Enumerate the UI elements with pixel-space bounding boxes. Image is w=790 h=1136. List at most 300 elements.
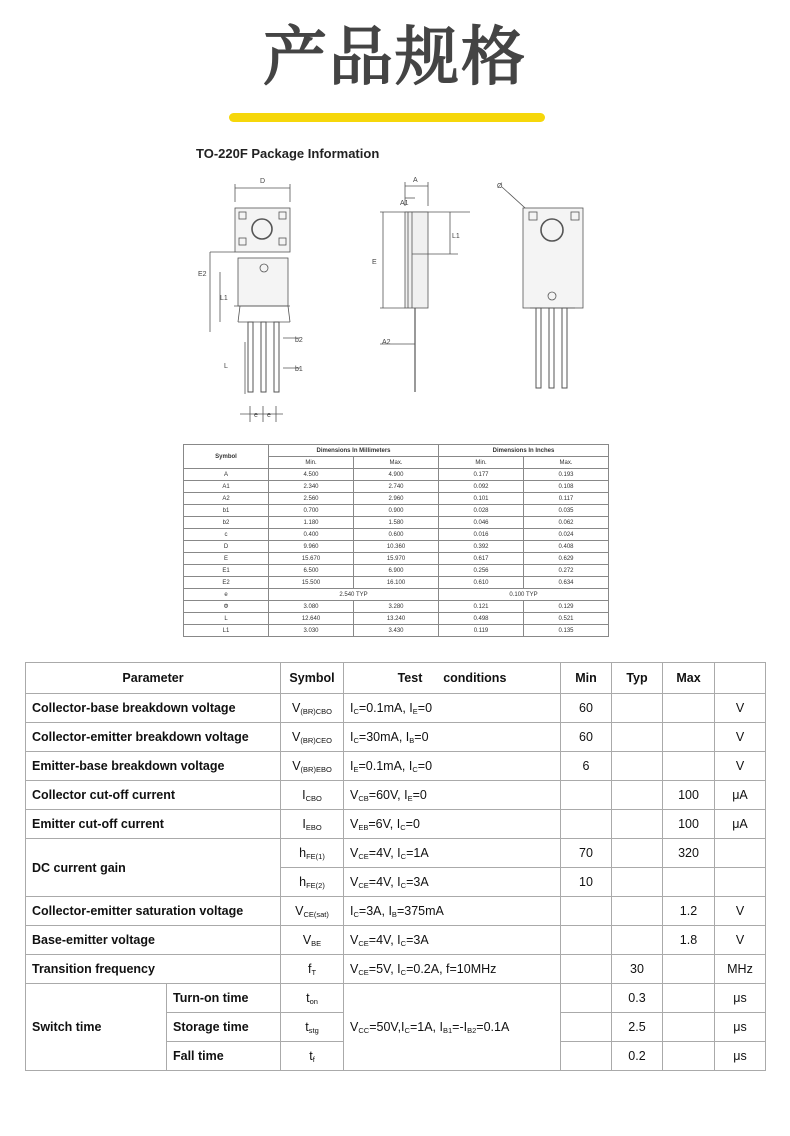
- dim-row: [184, 601, 609, 613]
- value-unit: MHz: [727, 962, 753, 976]
- cond-sub: CE: [358, 938, 369, 948]
- cond-text: V: [350, 845, 359, 860]
- dim-cell: 3.430: [354, 625, 439, 637]
- dim-cell: e: [184, 589, 269, 601]
- title-underline: [229, 113, 545, 122]
- cond-text: I: [350, 729, 354, 744]
- symbol-text: I: [302, 816, 306, 831]
- dim-row: [184, 625, 609, 637]
- spec-cell: [561, 810, 612, 839]
- spec-cell: [344, 839, 561, 868]
- dim-header-max: Max.: [354, 457, 439, 469]
- spec-cell: [561, 1042, 612, 1071]
- dim-cell: 10.360: [354, 541, 439, 553]
- label-A1: A1: [400, 200, 409, 207]
- dim-cell: 16.100: [354, 577, 439, 589]
- cond-text: =0: [405, 816, 420, 831]
- dim-cell: 15.670: [269, 553, 354, 565]
- dim-row: [184, 469, 609, 481]
- cond-text: =30mA, I: [358, 729, 410, 744]
- spec-cell: [612, 723, 663, 752]
- rear-view: [502, 187, 583, 388]
- symbol-text: V: [302, 932, 312, 947]
- dim-cell: 0.101: [439, 493, 524, 505]
- cond-text: I: [350, 700, 354, 715]
- spec-cell: [561, 752, 612, 781]
- parameter-label: Switch time: [32, 1020, 102, 1034]
- spec-row: [26, 781, 766, 810]
- symbol-text: V: [291, 700, 301, 715]
- dim-cell: 0.119: [439, 625, 524, 637]
- cond-text: =3A: [406, 932, 429, 947]
- spec-cell: [715, 926, 766, 955]
- dim-cell: 0.634: [524, 577, 609, 589]
- spec-cell: [612, 810, 663, 839]
- cond-text: =50V,I: [369, 1019, 405, 1034]
- dim-cell: Φ: [184, 601, 269, 613]
- spec-cell: [561, 926, 612, 955]
- dim-cell: A: [184, 469, 269, 481]
- parameter-label: Collector-base breakdown voltage: [32, 701, 236, 715]
- cond-sub: C: [353, 706, 359, 716]
- spec-row: [26, 926, 766, 955]
- dim-cell: L: [184, 613, 269, 625]
- cond-sub: C: [353, 735, 359, 745]
- dim-cell: 0.100 TYP: [439, 589, 609, 601]
- dim-row: [184, 589, 609, 601]
- dim-header-min: Min.: [439, 457, 524, 469]
- label-L: L: [224, 363, 228, 370]
- spec-cell: [26, 839, 281, 897]
- spec-cell: [344, 868, 561, 897]
- spec-cell: [26, 694, 281, 723]
- spec-cell: [663, 868, 715, 897]
- symbol-sub: EBO: [305, 822, 322, 832]
- spec-cell: [663, 984, 715, 1013]
- dim-cell: 2.560: [269, 493, 354, 505]
- cond-sub: C: [400, 851, 407, 861]
- spec-table: [25, 662, 766, 1071]
- dim-row: [184, 517, 609, 529]
- spec-cell: [715, 723, 766, 752]
- cond-text: =4V, I: [368, 932, 401, 947]
- dim-cell: 0.610: [439, 577, 524, 589]
- dim-cell: 0.024: [524, 529, 609, 541]
- dim-cell: 0.177: [439, 469, 524, 481]
- spec-cell: [612, 752, 663, 781]
- dim-cell: 4.900: [354, 469, 439, 481]
- dim-cell: 0.121: [439, 601, 524, 613]
- spec-row: [26, 723, 766, 752]
- cond-text: =0.1mA, I: [358, 700, 413, 715]
- value-max: 100: [678, 817, 699, 831]
- value-min: 6: [582, 759, 590, 773]
- cond-sub: C: [404, 1025, 410, 1035]
- spec-cell: [281, 1013, 344, 1042]
- spec-cell: [281, 926, 344, 955]
- dim-cell: E1: [184, 565, 269, 577]
- dim-cell: 13.240: [354, 613, 439, 625]
- cond-text: =3A, I: [358, 903, 392, 918]
- dim-cell: 2.540 TYP: [269, 589, 439, 601]
- label-L1: L1: [220, 295, 228, 302]
- spec-cell: [715, 1013, 766, 1042]
- page-title: 产品规格: [263, 21, 527, 95]
- parameter-label: Base-emitter voltage: [32, 933, 155, 947]
- value-min: 70: [579, 846, 593, 860]
- parameter-label: DC current gain: [32, 860, 126, 875]
- cond-text: =0.1mA, I: [358, 758, 413, 773]
- spec-cell: [281, 810, 344, 839]
- dim-cell: 0.700: [269, 505, 354, 517]
- value-max: 1.8: [679, 933, 698, 947]
- spec-cell: [281, 694, 344, 723]
- spec-row: [26, 752, 766, 781]
- spec-cell: [561, 868, 612, 897]
- dim-cell: A1: [184, 481, 269, 493]
- symbol-text: t: [305, 1019, 309, 1034]
- cond-sub: E: [407, 793, 413, 803]
- spec-cell: [344, 781, 561, 810]
- cond-sub: CE: [358, 880, 369, 890]
- cond-sub: B1: [442, 1025, 453, 1035]
- spec-cell: [663, 810, 715, 839]
- spec-cell: [715, 781, 766, 810]
- spec-cell: [167, 1013, 281, 1042]
- sub-parameter-label: Storage time: [173, 1020, 249, 1034]
- dim-cell: 3.280: [354, 601, 439, 613]
- value-unit: μs: [733, 1020, 747, 1034]
- cond-text: V: [350, 874, 359, 889]
- cond-text: =0: [417, 700, 433, 715]
- spec-cell: [26, 955, 281, 984]
- spec-cell: [281, 781, 344, 810]
- spec-cell: [281, 984, 344, 1013]
- dim-rows: [184, 469, 609, 637]
- dim-cell: 2.960: [354, 493, 439, 505]
- dim-header-in: Dimensions In Inches: [439, 445, 609, 457]
- symbol-text: f: [307, 961, 312, 976]
- spec-cell: [26, 984, 167, 1071]
- spec-cell: [281, 1042, 344, 1071]
- dim-row: [184, 553, 609, 565]
- cond-text: =60V, I: [368, 787, 408, 802]
- dim-cell: 0.028: [439, 505, 524, 517]
- label-b1: b1: [295, 366, 303, 373]
- value-typ: 0.3: [628, 991, 646, 1005]
- cond-sub: EB: [358, 822, 369, 832]
- package-drawing: [190, 172, 610, 432]
- dim-header-max: Max.: [524, 457, 609, 469]
- label-b2: b2: [295, 337, 303, 344]
- dim-cell: 0.193: [524, 469, 609, 481]
- spec-cell: [715, 955, 766, 984]
- cond-text: =1A, I: [409, 1019, 443, 1034]
- dim-cell: L1: [184, 625, 269, 637]
- dim-row: [184, 493, 609, 505]
- symbol-text: V: [291, 729, 301, 744]
- symbol-sub: BE: [311, 938, 322, 948]
- spec-cell: [561, 781, 612, 810]
- spec-cell: [561, 897, 612, 926]
- dim-row: [184, 505, 609, 517]
- symbol-sub: on: [309, 996, 318, 1006]
- dim-cell: 9.960: [269, 541, 354, 553]
- spec-row: [26, 955, 766, 984]
- label-A: A: [413, 177, 418, 184]
- spec-cell: [663, 1042, 715, 1071]
- spec-cell: [663, 955, 715, 984]
- spec-header-row: [26, 663, 766, 694]
- spec-row: [26, 810, 766, 839]
- spec-cell: [26, 810, 281, 839]
- dim-cell: 0.521: [524, 613, 609, 625]
- symbol-sub: CE(sat): [303, 909, 329, 919]
- dim-cell: 15.970: [354, 553, 439, 565]
- spec-cell: [167, 1042, 281, 1071]
- cond-text: =5V, I: [368, 961, 401, 976]
- label-E: E: [372, 259, 377, 266]
- symbol-text: h: [299, 845, 307, 860]
- dim-cell: 6.500: [269, 565, 354, 577]
- parameter-label: Collector-emitter saturation voltage: [32, 904, 244, 918]
- spec-cell: [663, 839, 715, 868]
- spec-cell: [612, 839, 663, 868]
- dim-row: [184, 577, 609, 589]
- dim-cell: 0.400: [269, 529, 354, 541]
- spec-cell: [26, 723, 281, 752]
- dim-cell: 1.180: [269, 517, 354, 529]
- value-max: 1.2: [679, 904, 698, 918]
- sub-parameter-label: Turn-on time: [173, 991, 249, 1005]
- dim-cell: 1.580: [354, 517, 439, 529]
- label-E2: E2: [198, 271, 207, 278]
- spec-cell: [344, 926, 561, 955]
- cond-sub: C: [412, 764, 418, 774]
- parameter-label: Emitter cut-off current: [32, 817, 164, 831]
- side-view: [380, 182, 470, 392]
- label-e2: e: [267, 412, 271, 419]
- value-typ: 0.2: [628, 1049, 646, 1063]
- dim-cell: E: [184, 553, 269, 565]
- spec-cell: [561, 984, 612, 1013]
- spec-cell: [281, 839, 344, 868]
- spec-cell: [281, 897, 344, 926]
- cond-sub: B2: [467, 1025, 477, 1035]
- spec-cell: [612, 868, 663, 897]
- spec-cell: [344, 694, 561, 723]
- cond-text: =0.2A, f=10MHz: [406, 961, 497, 976]
- symbol-text: h: [299, 874, 307, 889]
- cond-text: V: [350, 1019, 359, 1034]
- dim-header-min: Min.: [269, 457, 354, 469]
- spec-cell: [612, 781, 663, 810]
- spec-cell: [612, 897, 663, 926]
- value-max: 320: [678, 846, 699, 860]
- label-D: D: [260, 178, 266, 185]
- symbol-text: t: [306, 990, 310, 1005]
- dim-cell: 0.135: [524, 625, 609, 637]
- value-unit: V: [735, 933, 745, 947]
- dim-cell: 0.129: [524, 601, 609, 613]
- cond-text: =6V, I: [368, 816, 401, 831]
- value-unit: μs: [733, 991, 747, 1005]
- cond-text: =0.1A: [476, 1019, 510, 1034]
- spec-cell: [715, 897, 766, 926]
- spec-cell: [344, 723, 561, 752]
- symbol-sub: (BR)EBO: [300, 764, 332, 774]
- dim-cell: 3.030: [269, 625, 354, 637]
- spec-cell: [715, 868, 766, 897]
- spec-cell: [663, 897, 715, 926]
- value-typ: 2.5: [628, 1020, 646, 1034]
- cond-sub: C: [400, 967, 407, 977]
- symbol-sub: FE(2): [306, 880, 325, 890]
- spec-cell: [612, 694, 663, 723]
- cond-text: =4V, I: [368, 874, 401, 889]
- spec-cell: [715, 984, 766, 1013]
- spec-cell: [561, 723, 612, 752]
- cond-sub: C: [353, 909, 359, 919]
- value-unit: μA: [732, 788, 748, 802]
- header-typ: Typ: [612, 663, 663, 694]
- spec-cell: [612, 955, 663, 984]
- value-min: 60: [579, 701, 593, 715]
- symbol-text: V: [295, 903, 304, 918]
- value-unit: V: [735, 701, 745, 715]
- label-A2: A2: [382, 339, 391, 346]
- cond-text: =0: [412, 787, 427, 802]
- spec-cell: [715, 839, 766, 868]
- spec-cell: [715, 1042, 766, 1071]
- cond-sub: E: [412, 706, 418, 716]
- dim-cell: 0.256: [439, 565, 524, 577]
- dim-header-symbol: Symbol: [184, 445, 269, 469]
- dim-cell: 6.900: [354, 565, 439, 577]
- front-view: [210, 184, 300, 422]
- spec-cell: [663, 694, 715, 723]
- dim-cell: 0.629: [524, 553, 609, 565]
- dim-cell: 2.740: [354, 481, 439, 493]
- dim-cell: 0.108: [524, 481, 609, 493]
- dim-cell: 0.272: [524, 565, 609, 577]
- cond-text: =-I: [452, 1019, 468, 1034]
- spec-cell: [167, 984, 281, 1013]
- dim-header-mm: Dimensions In Millimeters: [269, 445, 439, 457]
- dim-cell: 0.392: [439, 541, 524, 553]
- value-min: 10: [579, 875, 593, 889]
- spec-cell: [281, 955, 344, 984]
- dim-row: [184, 481, 609, 493]
- symbol-sub: (BR)CEO: [300, 735, 332, 745]
- spec-cell: [344, 955, 561, 984]
- spec-cell: [663, 1013, 715, 1042]
- header-parameter: Parameter: [26, 663, 281, 694]
- dim-cell: 12.640: [269, 613, 354, 625]
- symbol-sub: CBO: [305, 793, 322, 803]
- value-unit: V: [735, 904, 745, 918]
- header-symbol: Symbol: [281, 663, 344, 694]
- cond-sub: C: [400, 938, 407, 948]
- spec-cell: [612, 1013, 663, 1042]
- dim-cell: b1: [184, 505, 269, 517]
- cond-text: V: [350, 961, 359, 976]
- spec-cell: [612, 926, 663, 955]
- parameter-label: Collector cut-off current: [32, 788, 176, 802]
- cond-sub: B: [391, 909, 397, 919]
- cond-sub: C: [400, 880, 407, 890]
- cond-sub: E: [353, 764, 359, 774]
- dim-cell: 0.035: [524, 505, 609, 517]
- symbol-text: I: [302, 787, 306, 802]
- dim-cell: 15.500: [269, 577, 354, 589]
- spec-cell: [26, 781, 281, 810]
- cond-sub: CE: [358, 967, 369, 977]
- spec-row: [26, 897, 766, 926]
- value-unit: μs: [733, 1049, 747, 1063]
- dim-row: [184, 541, 609, 553]
- spec-cell: [663, 723, 715, 752]
- label-L1-side: L1: [452, 233, 460, 240]
- cond-text: V: [350, 787, 359, 802]
- dim-cell: 0.617: [439, 553, 524, 565]
- cond-sub: C: [400, 822, 406, 832]
- spec-cell: [344, 984, 561, 1071]
- spec-cell: [663, 926, 715, 955]
- header-min: Min: [561, 663, 612, 694]
- dim-cell: D: [184, 541, 269, 553]
- spec-cell: [344, 752, 561, 781]
- spec-cell: [561, 1013, 612, 1042]
- dim-cell: b2: [184, 517, 269, 529]
- spec-cell: [26, 897, 281, 926]
- cond-text: V: [350, 932, 359, 947]
- dim-cell: E2: [184, 577, 269, 589]
- cond-sub: CE: [358, 851, 369, 861]
- spec-cell: [26, 752, 281, 781]
- spec-cell: [663, 781, 715, 810]
- spec-cell: [281, 868, 344, 897]
- header-unit: [715, 663, 766, 694]
- spec-cell: [561, 694, 612, 723]
- value-min: 60: [579, 730, 593, 744]
- dim-cell: 0.600: [354, 529, 439, 541]
- spec-cell: [344, 810, 561, 839]
- spec-cell: [612, 984, 663, 1013]
- spec-cell: [715, 752, 766, 781]
- dimensions-table: [183, 444, 609, 637]
- spec-rows: [26, 694, 766, 1071]
- parameter-label: Transition frequency: [32, 962, 155, 976]
- dim-cell: 0.408: [524, 541, 609, 553]
- spec-cell: [561, 955, 612, 984]
- spec-row: [26, 839, 766, 868]
- cond-text: =0: [417, 758, 433, 773]
- cond-text: I: [350, 758, 354, 773]
- cond-text: V: [350, 816, 359, 831]
- cond-text: =4V, I: [368, 845, 401, 860]
- sub-parameter-label: Fall time: [173, 1049, 224, 1063]
- spec-row: [26, 984, 766, 1013]
- value-unit: V: [735, 730, 745, 744]
- dim-cell: 0.900: [354, 505, 439, 517]
- spec-row: [26, 694, 766, 723]
- header-max: Max: [663, 663, 715, 694]
- dim-cell: 0.062: [524, 517, 609, 529]
- dim-cell: 4.500: [269, 469, 354, 481]
- cond-text: =3A: [406, 874, 429, 889]
- dim-cell: 3.080: [269, 601, 354, 613]
